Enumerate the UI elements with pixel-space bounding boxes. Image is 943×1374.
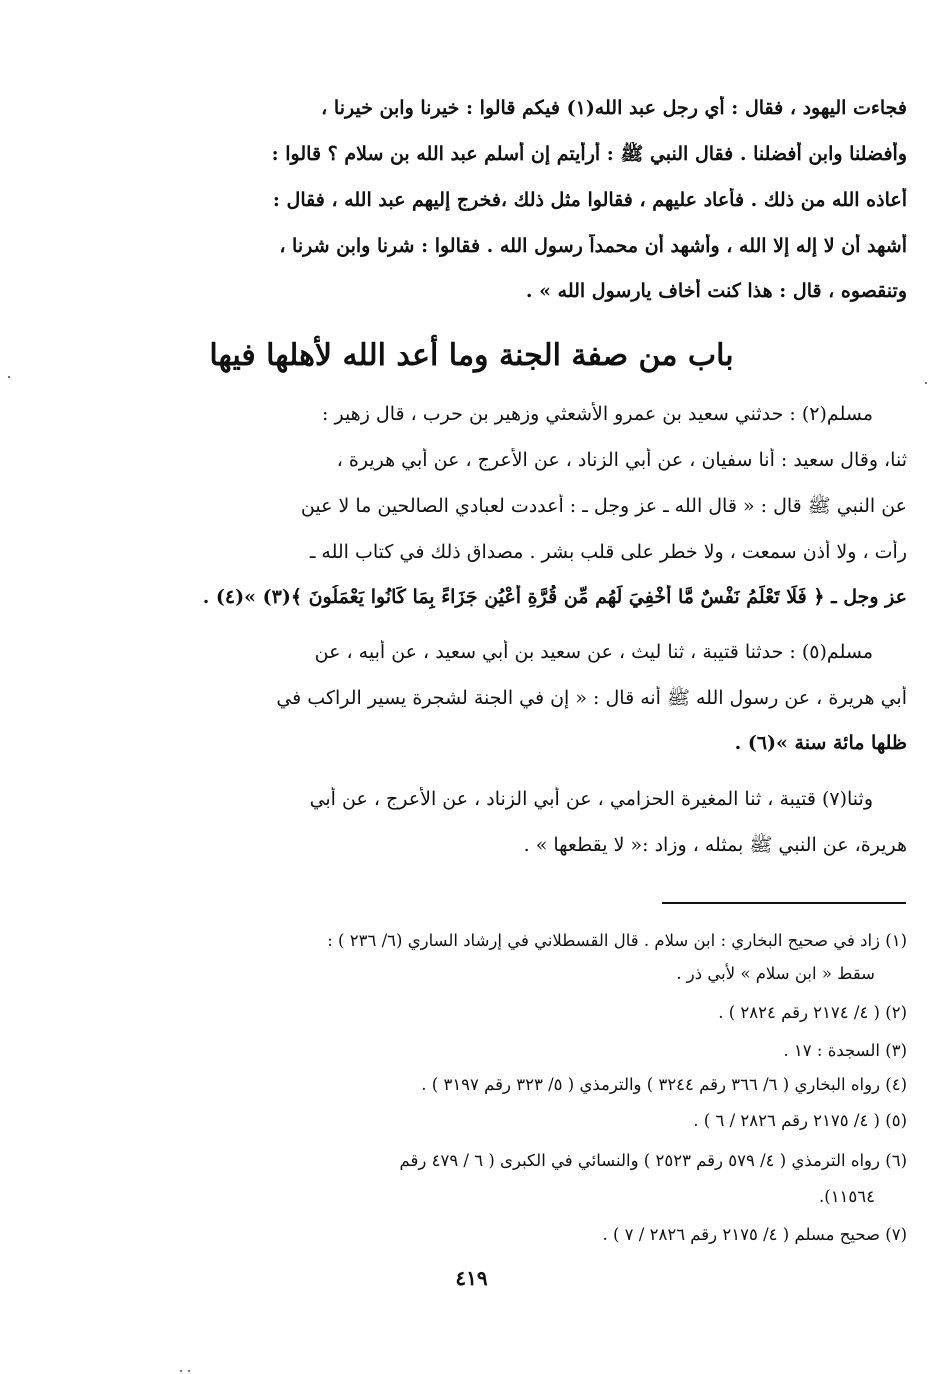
para1-line-4: رأت ، ولا أذن سمعت ، ولا خطر على قلب بشر . مصداق ذلك في كتاب الله ـ [309,541,907,563]
para1-line-2: ثنا، وقال سعيد : أنا سفيان ، عن أبي الزناد ، عن الأعرج ، عن أبي هريرة ، [336,449,907,471]
page-number: ٤١٩ [455,1266,488,1290]
scan-speck [925,382,927,384]
footnote-1: (١) زاد في صحيح البخاري : ابن سلام . قال القسطلاني في إرشاد الساري (٦/ ٢٣٦ ) : [327,931,907,950]
body-line-2: وأفضلنا وابن أفضلنا . فقال النبي ﷺ : أرأيتم إن أسلم عبد الله بن سلام ؟ قالوا : [271,143,907,165]
para2-line-3: ظلها مائة سنة »(٦) . [734,732,907,754]
footnote-5: (٥) ( ٤/ ٢١٧٥ رقم ٢٨٢٦ / ٦ ) . [693,1111,907,1130]
footnote-separator [662,902,906,904]
para2-line-2: أبي هريرة ، عن رسول الله ﷺ أنه قال : « إن في الجنة لشجرة يسير الراكب في [276,687,907,709]
footnote-6-cont: ١١٥٦٤). [819,1187,875,1206]
body-line-3: أعاذه الله من ذلك . فأعاد عليهم ، فقالوا مثل ذلك ،فخرج إليهم عبد الله ، فقال : [272,189,907,211]
footnote-2: (٢) ( ٤/ ٢١٧٤ رقم ٢٨٢٤ ) . [718,1003,907,1022]
scan-speck [188,1370,190,1372]
para1-line-3: عن النبي ﷺ قال : « قال الله ـ عز وجل ـ : أعددت لعبادي الصالحين ما لا عين [300,495,907,517]
body-line-5: وتنقصوه ، قال : هذا كنت أخاف يارسول الله » . [525,280,907,302]
footnote-3: (٣) السجدة : ١٧ . [783,1041,907,1060]
para3-line-1: وثنا(٧) قتيبة ، ثنا المغيرة الحزامي ، عن أبي الزناد ، عن الأعرج ، عن أبي [309,788,873,810]
para3-line-2: هريرة، عن النبي ﷺ بمثله ، وزاد :« لا يقطعها » . [523,834,907,856]
footnote-6: (٦) رواه الترمذي ( ٤/ ٥٧٩ رقم ٢٥٢٣ ) والنسائي في الكبرى ( ٦ / ٤٧٩ رقم [399,1151,907,1170]
para2-line-1: مسلم(٥) : حدثنا قتيبة ، ثنا ليث ، عن سعيد بن أبي سعيد ، عن أبيه ، عن [314,641,873,663]
footnote-1-cont: سقط « ابن سلام » لأبي ذر . [676,964,875,983]
section-title: باب من صفة الجنة وما أعد الله لأهلها فيها [209,338,734,373]
scan-speck [8,376,10,378]
para1-line-1: مسلم(٢) : حدثني سعيد بن عمرو الأشعثي وزهير بن حرب ، قال زهير : [322,403,873,425]
para1-line-5: عز وجل ـ ﴿ فَلَا تَعْلَمُ نَفْسٌ مَّا أُخْفِيَ لَهُم مِّن قُرَّةِ أَعْيُنٍ جَزَاءً بِمَا كَانُوا يَعْمَلُونَ ﴾(٣) »(٤) . [202,586,907,608]
scan-speck [180,1370,182,1372]
body-line-4: أشهد أن لا إله إلا الله ، وأشهد أن محمداً رسول الله . فقالوا : شرنا وابن شرنا ، [279,235,907,257]
footnote-4: (٤) رواه البخاري ( ٦/ ٣٦٦ رقم ٣٢٤٤ ) والترمذي ( ٥/ ٣٢٣ رقم ٣١٩٧ ) . [421,1075,907,1094]
footnote-7: (٧) صحيح مسلم ( ٤/ ٢١٧٥ رقم ٢٨٢٦ / ٧ ) . [602,1225,907,1244]
body-line-1: فجاءت اليهود ، فقال : أي رجل عبد الله(١) فيكم قالوا : خيرنا وابن خيرنا ، [321,97,907,119]
